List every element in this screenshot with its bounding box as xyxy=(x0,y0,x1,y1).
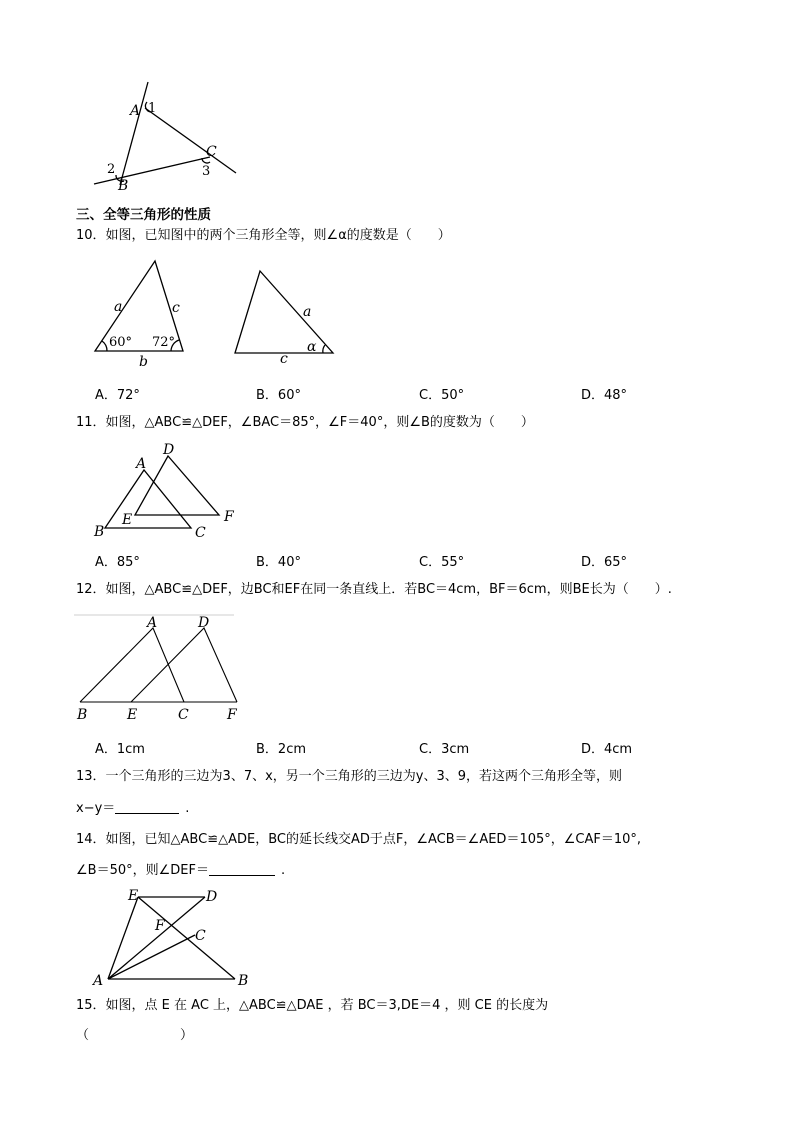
label-a: A xyxy=(130,103,141,119)
side-a-label: a xyxy=(114,299,123,315)
q13-answer-blank[interactable] xyxy=(115,801,179,814)
q10-option-b[interactable]: B．60° xyxy=(256,388,301,403)
label-a: A xyxy=(147,615,158,631)
question-13-line2 xyxy=(76,800,189,818)
q12-option-c[interactable]: C．3cm xyxy=(419,742,470,757)
question-10-text: 10．如图，已知图中的两个三角形全等，则∠α的度数是（ ） xyxy=(76,228,451,243)
q13-period: . xyxy=(185,801,190,816)
label-c: C xyxy=(206,144,217,160)
q11-option-a[interactable]: A．85° xyxy=(95,555,140,570)
question-11-text: 11．如图，△ABC≌△DEF，∠BAC＝85°，∠F＝40°，则∠B的度数为（ ） xyxy=(76,415,534,430)
side-a2-label: a xyxy=(303,304,312,320)
label-f: F xyxy=(227,707,237,723)
q12-option-a[interactable]: A．1cm xyxy=(95,742,145,757)
line-through-a-c xyxy=(145,108,236,173)
angle-60-arc xyxy=(102,341,107,351)
q10-option-c[interactable]: C．50° xyxy=(419,388,465,403)
angle-alpha-arc xyxy=(323,345,325,353)
question-15-line1: 15．如图，点 E 在 AC 上，△ABC≌△DAE ，若 BC＝3,DE＝4 ，则 CE 的长度为 xyxy=(76,998,549,1013)
triangle-def xyxy=(135,456,219,515)
question-13-line1: 13．一个三角形的三边为3、7、x，另一个三角形的三边为y、3、9，若这两个三角形全等，则 xyxy=(76,769,623,784)
label-d: D xyxy=(206,889,218,905)
label-e: E xyxy=(122,512,133,528)
top-figure xyxy=(90,78,250,193)
label-e: E xyxy=(128,888,139,904)
q10-option-a[interactable]: A．72° xyxy=(95,388,140,403)
label-b: B xyxy=(94,524,105,540)
q11-option-d[interactable]: D．65° xyxy=(581,555,628,570)
triangle-abc xyxy=(80,628,184,702)
label-3: 3 xyxy=(202,164,211,179)
side-b-label: b xyxy=(139,354,148,370)
question-12-figure xyxy=(74,610,244,725)
q10-option-d[interactable]: D．48° xyxy=(581,388,628,403)
question-14-line1: 14．如图，已知△ABC≌△ADE，BC的延长线交AD于点F，∠ACB＝∠AED＝105°，∠CAF＝10°, xyxy=(76,832,642,847)
triangle-abc xyxy=(105,470,191,528)
label-c: C xyxy=(178,707,189,723)
side-c2-label: c xyxy=(280,351,288,367)
question-12-text: 12．如图，△ABC≌△DEF，边BC和EF在同一条直线上．若BC＝4cm，BF＝6cm，则BE长为（ ）. xyxy=(76,582,672,597)
question-14-figure xyxy=(90,884,260,989)
q11-option-b[interactable]: B．40° xyxy=(256,555,301,570)
section-title: 三、全等三角形的性质 xyxy=(76,207,211,223)
label-b: B xyxy=(77,707,88,723)
q14-answer-blank[interactable] xyxy=(209,863,275,876)
question-15-line2[interactable]: （ ） xyxy=(76,1028,194,1043)
label-2: 2 xyxy=(107,162,116,177)
q14-period: . xyxy=(280,863,286,878)
side-c-label: c xyxy=(172,300,180,316)
angle-72-label: 72° xyxy=(152,335,176,350)
label-f: F xyxy=(224,509,234,525)
alpha-label: α xyxy=(307,339,317,355)
label-d: D xyxy=(198,615,210,631)
label-b: B xyxy=(238,973,249,989)
label-a: A xyxy=(136,456,147,472)
q12-option-d[interactable]: D．4cm xyxy=(581,742,633,757)
label-e: E xyxy=(127,707,138,723)
label-c: C xyxy=(195,928,206,944)
label-1: 1 xyxy=(148,101,157,116)
label-c: C xyxy=(195,525,206,541)
q11-option-c[interactable]: C．55° xyxy=(419,555,465,570)
q12-option-b[interactable]: B．2cm xyxy=(256,742,307,757)
segment-eb xyxy=(138,897,235,979)
question-10-figure xyxy=(90,256,350,371)
label-a: A xyxy=(93,973,104,989)
triangle-def xyxy=(131,628,237,702)
q14-expression: ∠B＝50°，则∠DEF＝ xyxy=(76,863,209,878)
label-d: D xyxy=(163,442,175,458)
line-through-b-a xyxy=(120,82,148,185)
angle-60-label: 60° xyxy=(109,335,133,350)
label-f: F xyxy=(155,918,165,934)
triangle-right xyxy=(235,271,333,353)
question-14-line2 xyxy=(76,862,285,880)
q13-expression: x−y＝ xyxy=(76,801,116,816)
question-11-figure xyxy=(90,440,250,540)
label-b: B xyxy=(118,178,129,194)
